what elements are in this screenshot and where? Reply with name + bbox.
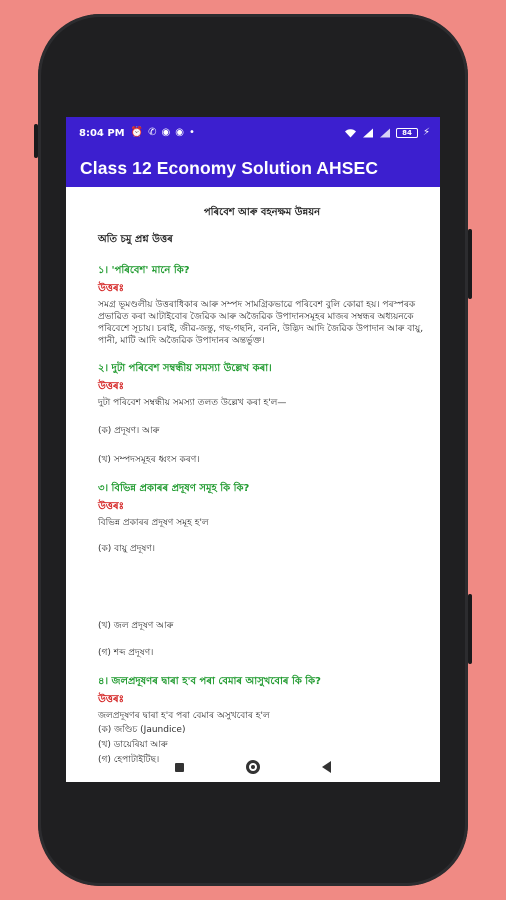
status-bar — [66, 117, 440, 149]
chapter-heading: পৰিবেশ আৰু বহনক্ষম উন্নয়ন — [203, 207, 321, 218]
list-item: (ক) জণ্ডিচ (Jaundice) — [98, 725, 186, 735]
document-content[interactable] — [66, 187, 440, 765]
app-title: Class 12 Economy Solution AHSEC — [80, 157, 379, 178]
answer-label: উত্তৰঃ — [98, 381, 124, 392]
whatsapp-icon: ✆ — [148, 127, 157, 138]
volume-button — [468, 229, 472, 299]
section-subheading: অতি চমু প্ৰশ্ন উত্তৰ — [98, 234, 173, 245]
status-time: 8:04 PM — [79, 127, 125, 139]
recents-icon[interactable] — [175, 763, 184, 772]
answer-text: দুটা পৰিবেশ সম্বন্ধীয় সমস্যা তলত উল্লেখ কৰা হ'ল— — [98, 398, 287, 408]
question-text: ১। 'পৰিবেশ' মানে কি? — [98, 265, 190, 276]
screen — [66, 117, 440, 782]
question-text: ৩। বিভিন্ন প্ৰকাৰৰ প্ৰদূষণ সমূহ কি কি? — [98, 483, 250, 494]
question-text: ৪। জলপ্ৰদূষণৰ দ্বাৰা হ'ব পৰা বেমাৰ আসুখবোৰ কি কি? — [98, 676, 321, 687]
wifi-icon — [344, 128, 357, 138]
question-block — [98, 361, 426, 467]
question-text: ২। দুটা পৰিবেশ সম্বন্ধীয় সমস্যা উল্লেখ কৰা। — [98, 363, 272, 374]
answer-label: উত্তৰঃ — [98, 501, 124, 512]
power-button — [34, 124, 38, 158]
list-item: (গ) হেপাটাইটিছ। — [98, 755, 160, 765]
dot-icon: • — [188, 127, 195, 138]
app-bar — [66, 149, 440, 187]
home-icon[interactable] — [246, 760, 260, 774]
answer-text: সমগ্ৰ ভূমণ্ডলীয় উত্তৰাধিকাৰ আৰু সম্পদ সামগ্ৰিকভাৱে পৰিবেশ বুলি কোৱা হয়। পৰস্পৰক প্ৰভাৱিত কৰা আটাইবোৰ জৈৱিক আৰু অজৈৱিক উপাদানসমূহৰ মাজৰ সম্বন্ধৰ অধ্যয়নকে পৰিবেশে সূচায়। চৰাই, জীৱ-জন্তু, গছ-গছনি, বননি, উদ্ভিদ আদি জৈৱিক উপাদান আৰু বায়ু, পানী, মাটি আদি অজৈৱিক উপাদানৰ অন্তৰ্ভুক্ত। — [98, 300, 424, 346]
battery-icon — [396, 128, 418, 138]
list-item: (গ) শব্দ প্ৰদূষণ। — [98, 648, 154, 658]
side-button — [468, 594, 472, 664]
answer-label: উত্তৰঃ — [98, 694, 124, 705]
status-right — [344, 128, 430, 138]
answer-text: জলপ্ৰদূষণৰ দ্বাৰা হ'ব পৰা বেমাৰ অসুখবোৰ হ'ল — [98, 711, 270, 721]
question-block — [98, 481, 426, 660]
charging-icon: ⚡ — [422, 127, 430, 138]
chrome-icon: ◉ — [161, 127, 171, 138]
alarm-icon: ⏰ — [130, 127, 144, 138]
signal-icon — [379, 128, 391, 138]
signal-icon — [362, 128, 374, 138]
back-icon[interactable] — [322, 761, 331, 773]
list-item: (খ) সম্পদসমূহৰ ধ্বংস কৰণ। — [98, 455, 200, 465]
answer-label: উত্তৰঃ — [98, 283, 124, 294]
chrome-icon: ◉ — [175, 127, 184, 138]
list-item: (ক) বায়ু প্ৰদূষণ। — [98, 544, 156, 554]
answer-text: বিভিন্ন প্ৰকাৰৰ প্ৰদূষণ সমূহ হ'ল — [98, 518, 209, 528]
list-item: (ক) প্ৰদূষণ। আৰু — [98, 426, 160, 436]
list-item: (খ) জল প্ৰদূষণ আৰু — [98, 621, 174, 631]
list-item: (খ) ডায়েৰিয়া আৰু — [98, 740, 168, 750]
battery-level: 84 — [402, 129, 412, 137]
question-block — [98, 263, 426, 347]
